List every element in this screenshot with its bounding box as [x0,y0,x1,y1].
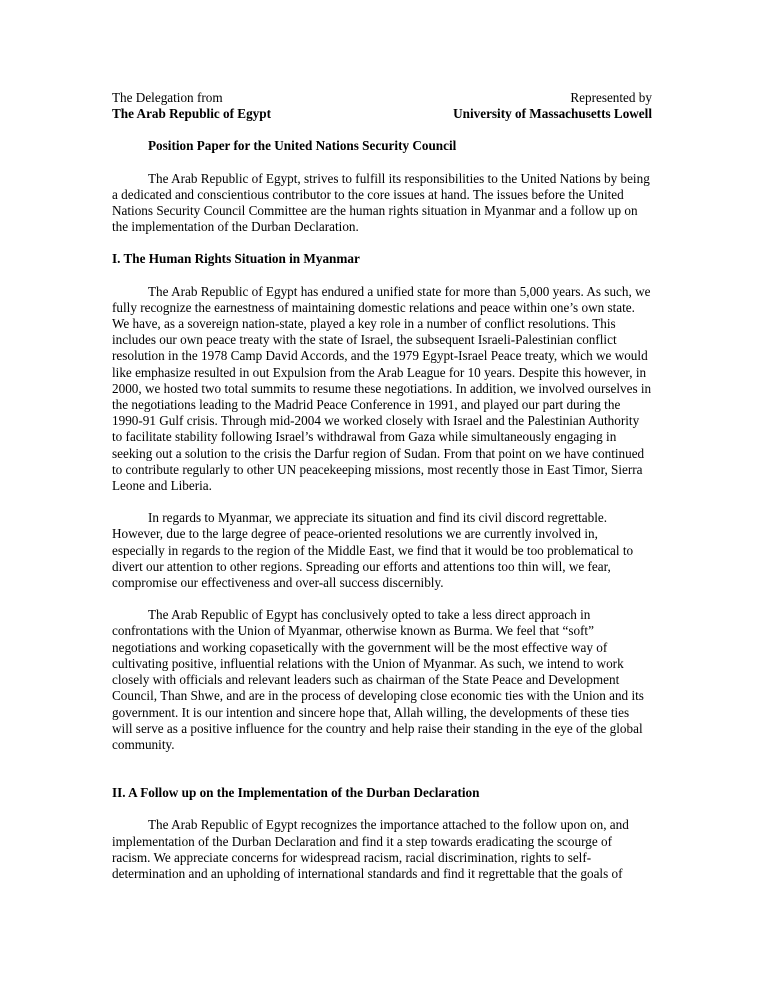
delegation-label: The Delegation from [112,90,223,105]
paper-title: Position Paper for the United Nations Security Council [148,138,457,154]
section1-heading: I. The Human Rights Situation in Myanmar [112,251,360,267]
document-header [112,90,652,122]
section2-paragraph: The Arab Republic of Egypt recognizes the importance attached to the follow upon on, and implementation of the Durban Declaration and find it a step towards eradicating the scourge of racism. We appreciate concerns for widespread racism, racial discrimination, rights to self-determination and an upholding of international standards and find it regrettable that the goals of [112,817,629,881]
section2-heading: II. A Follow up on the Implementation of the Durban Declaration [112,785,480,801]
representing-university: University of Massachusetts Lowell [453,106,652,122]
representation-block [453,90,652,122]
document-body [112,90,652,882]
delegation-block [112,90,271,122]
section1-paragraph: The Arab Republic of Egypt has conclusively opted to take a less direct approach in confrontations with the Union of Myanmar, otherwise known as Burma. We feel that “soft” negotiations and working copasetically with the government will be the most effective way of cultivating positive, influential relations with the Union of Myanmar. As such, we intend to work closely with officials and relevant leaders such as chairman of the State Peace and Development Council, Than Shwe, and are in the process of developing close economic ties with the Union and its government. It is our intention and sincere hope that, Allah willing, the developments of these ties will serve as a positive influence for the country and help raise their standing in the eye of the global community. [112,607,644,752]
section1-paragraph: In regards to Myanmar, we appreciate its situation and find its civil discord regrettable. However, due to the large degree of peace-oriented resolutions we are currently involved in, especially in regards to the region of the Middle East, we find that it would be too problematical to divert our attention to other regions. Spreading our efforts and attentions too thin will, we fear, compromise our effectiveness and over-all success discernibly. [112,510,634,591]
intro-paragraph: The Arab Republic of Egypt, strives to fulfill its responsibilities to the United Nations by being a dedicated and conscientious contributor to the core issues at hand. The issues before the United Nations Security Council Committee are the human rights situation in Myanmar and a follow up on the implementation of the Durban Declaration. [112,170,650,235]
delegation-country: The Arab Republic of Egypt [112,106,272,122]
represented-by-label: Represented by [570,90,652,105]
section1-paragraph: The Arab Republic of Egypt has endured a unified state for more than 5,000 years. As such, we fully recognize the earnestness of maintaining domestic relations and peace within one’s own state. We have, as a sovereign nation-state, played a key role in a number of conflict resolutions. This includes our own peace treaty with the state of Israel, the subsequent Israeli-Palestinian conflict resolution in the 1978 Camp David Accords, and the 1979 Egypt-Israel Peace treaty, which we would like emphasize resulted in out Expulsion from the Arab League for 10 years. Despite this however, in 2000, we hosted two total summits to resume these negotiations. In addition, we involved ourselves in the negotiations leading to the Madrid Peace Conference in 1991, and played our part during the 1990-91 Gulf crisis. Through mid-2004 we worked closely with Israel and the Palestinian Authority to facilitate stability following Israel’s withdrawal from Gaza while simultaneously engaging in seeking out a solution to the crisis the Darfur region of Sudan. From that point on we have continued to contribute regularly to other UN peacekeeping missions, most recently those in East Timor, Sierra Leone and Liberia. [112,283,652,494]
